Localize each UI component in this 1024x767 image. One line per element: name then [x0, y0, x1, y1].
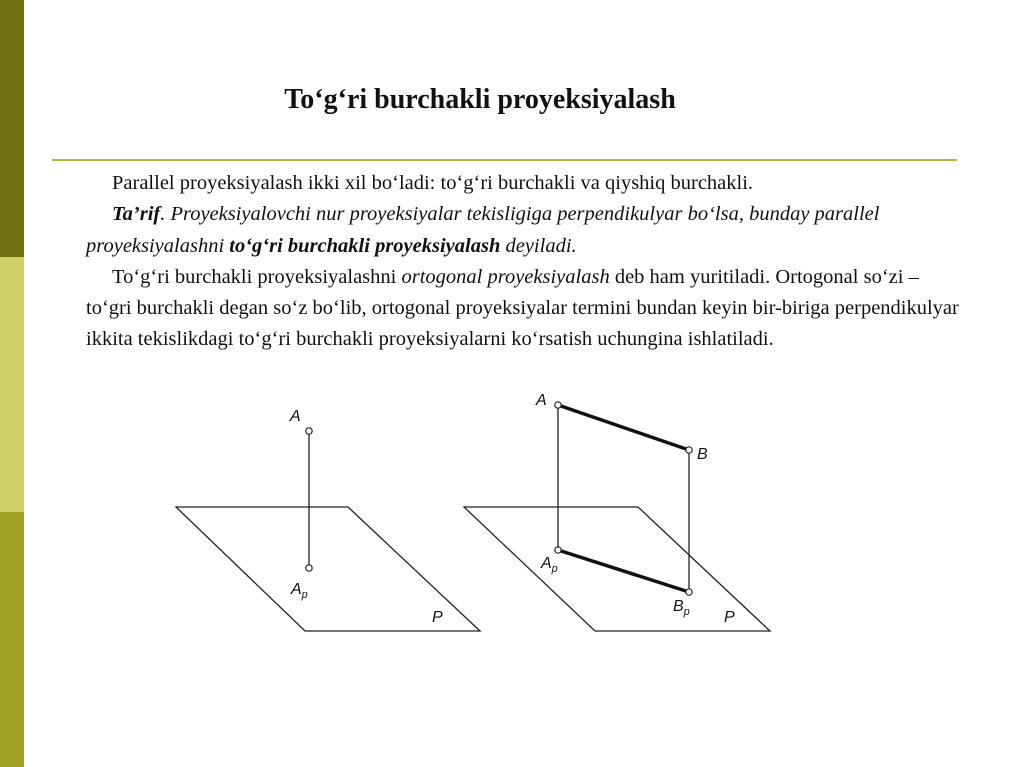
point-bp-right	[686, 589, 692, 595]
point-a-right	[555, 402, 561, 408]
definition-text-a: . Proyeksiyalovchi nur proyeksiyalar tekisligiga perpendikulyar bo‘lsa, bunday parallel proyeksiyalashni	[86, 203, 880, 257]
point-a-left	[306, 428, 312, 434]
label-ap-right: $A_p$	[541, 555, 558, 575]
paragraph-3-text-b: deb ham yuritiladi. Ortogonal so‘zi – to‘gri burchakli degan so‘z bo‘lib, ortogonal proyeksiyalar termini bundan keyin bir-biriga perpendikulyar ikkita tekislikdagi to‘g‘ri burchakli proyeksiyalarni ko‘rsatish uchungina ishlatiladi.	[86, 265, 959, 351]
label-bp-right: $B_p$	[673, 598, 690, 618]
label-a-left: A	[290, 408, 301, 425]
figure-right	[464, 392, 770, 631]
segment-ab	[558, 405, 689, 450]
label-a-right: A	[536, 392, 547, 409]
figure-left	[176, 408, 480, 631]
label-plane-left: P	[432, 609, 443, 626]
point-ap-left	[306, 565, 312, 571]
paragraph-1: Parallel proyeksiyalash ikki xil bo‘ladi: to‘g‘ri burchakli va qiyshiq burchakli.	[112, 172, 754, 194]
definition-emphasis: to‘g‘ri burchakli proyeksiyalash	[229, 234, 501, 257]
paragraph-3-text-a: To‘g‘ri burchakli proyeksiyalashni	[112, 265, 402, 288]
point-ap-right	[555, 547, 561, 553]
segment-ab-projection	[558, 550, 689, 592]
slide-title: To‘g‘ri burchakli proyeksiyalash	[284, 84, 676, 115]
label-ap-left: $A_p$	[291, 581, 308, 601]
definition-text-b: deyiladi.	[500, 234, 577, 257]
label-b-right: B	[697, 446, 708, 463]
label-plane-right: P	[724, 609, 735, 626]
definition-term: Ta’rif	[112, 203, 161, 226]
paragraph-3-emphasis: ortogonal proyeksiyalash	[401, 265, 610, 288]
point-b-right	[686, 447, 692, 453]
